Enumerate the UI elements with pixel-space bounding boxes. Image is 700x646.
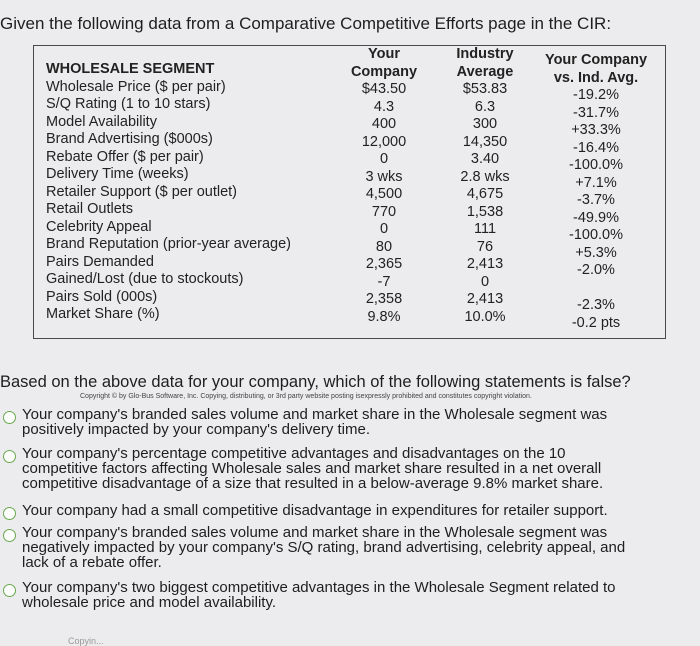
table-cell: 3.40 bbox=[470, 151, 500, 167]
radio-button[interactable] bbox=[3, 450, 16, 463]
table-cell bbox=[531, 280, 661, 298]
table-cell: 2,358 bbox=[365, 291, 403, 307]
answer-option-text bbox=[22, 580, 670, 610]
row-label: Brand Advertising ($000s) bbox=[46, 131, 213, 147]
wholesale-segment-header: WHOLESALE SEGMENT bbox=[46, 61, 215, 77]
radio-button[interactable] bbox=[3, 411, 16, 424]
table-cell: +5.3% bbox=[575, 244, 617, 261]
option-line: Your company's branded sales volume and market share in the Wholesale segment was bbox=[22, 406, 608, 423]
your-company-header: Your bbox=[368, 46, 400, 62]
table-cell: 76 bbox=[476, 238, 494, 255]
table-cell: 2.8 wks bbox=[460, 168, 510, 185]
table-cell: +33.3% bbox=[571, 122, 621, 138]
row-label: Gained/Lost (due to stockouts) bbox=[46, 271, 244, 287]
radio-button[interactable] bbox=[3, 507, 16, 520]
industry-average-header: Average bbox=[456, 63, 514, 80]
competitive-efforts-table bbox=[33, 45, 666, 339]
option-line: competitive factors affecting Wholesale sales and market share resulted in a net overall bbox=[22, 460, 602, 477]
row-label: Brand Reputation (prior-year average) bbox=[46, 236, 292, 252]
table-cell: 770 bbox=[371, 203, 397, 220]
question-intro: Given the following data from a Comparative Competitive Efforts page in the CIR: bbox=[0, 14, 612, 33]
table-cell: 80 bbox=[375, 238, 393, 255]
table-cell: $43.50 bbox=[361, 81, 407, 97]
table-cell: -100.0% bbox=[568, 227, 623, 243]
table-cell: 0 bbox=[379, 151, 389, 167]
row-label: Retailer Support ($ per outlet) bbox=[46, 183, 238, 200]
answer-option-text bbox=[22, 446, 670, 491]
option-line: Your company's percentage competitive advantages and disadvantages on the 10 bbox=[22, 445, 566, 462]
table-cell: 9.8% bbox=[367, 308, 401, 325]
row-label: Pairs Sold (000s) bbox=[46, 288, 158, 305]
table-cell: 3 wks bbox=[365, 168, 403, 185]
vs-industry-header: Your Company bbox=[544, 52, 648, 68]
table-cell: 4,500 bbox=[365, 186, 403, 202]
your-company-column bbox=[340, 46, 428, 326]
option-line: wholesale price and model availability. bbox=[22, 594, 277, 611]
industry-average-header: Industry bbox=[456, 46, 514, 62]
table-cell: 0 bbox=[480, 273, 490, 290]
table-cell: 6.3 bbox=[474, 98, 496, 115]
cut-off-footer-text: Copyin... bbox=[68, 636, 104, 646]
option-line: Your company's two biggest competitive advantages in the Wholesale Segment related to bbox=[22, 579, 616, 596]
question-prompt: Based on the above data for your company, which of the following statements is false? bbox=[0, 373, 631, 391]
table-cell: 2,413 bbox=[466, 256, 504, 272]
table-cell: +7.1% bbox=[575, 174, 617, 191]
row-label: Model Availability bbox=[46, 113, 157, 130]
table-cell: $53.83 bbox=[462, 81, 508, 97]
radio-button[interactable] bbox=[3, 529, 16, 542]
row-label: Rebate Offer ($ per pair) bbox=[46, 148, 204, 165]
table-cell: 10.0% bbox=[464, 308, 506, 325]
row-label: S/Q Rating (1 to 10 stars) bbox=[46, 96, 211, 112]
your-company-header: Company bbox=[350, 63, 418, 80]
row-label: Pairs Demanded bbox=[46, 253, 154, 270]
vs-industry-column bbox=[531, 52, 661, 332]
table-cell: 300 bbox=[472, 116, 498, 132]
table-cell: 0 bbox=[379, 221, 389, 237]
table-cell: 14,350 bbox=[462, 133, 508, 150]
option-line: competitive disadvantage of a size that resulted in a below-average 9.8% market share. bbox=[22, 475, 604, 492]
table-cell: 4.3 bbox=[373, 98, 395, 115]
answer-option-text bbox=[22, 503, 670, 518]
table-cell: -31.7% bbox=[573, 104, 619, 121]
table-cell: -7 bbox=[377, 273, 391, 290]
table-cell: 1,538 bbox=[466, 203, 504, 220]
industry-average-column bbox=[442, 46, 528, 326]
table-cell: 4,675 bbox=[466, 186, 504, 202]
answer-option-text bbox=[22, 525, 670, 570]
row-label: Delivery Time (weeks) bbox=[46, 166, 189, 182]
table-cell: -19.2% bbox=[573, 87, 619, 103]
table-cell: -2.3% bbox=[577, 297, 615, 313]
table-cell: -3.7% bbox=[577, 192, 615, 208]
option-line: negatively impacted by your company's S/Q rating, brand advertising, celebrity appeal, and bbox=[22, 539, 626, 556]
copyright-notice: Copyright © by Glo-Bus Software, Inc. Copying, distributing, or 3rd party website posting isexpressly prohibited and constitutes copyright violation. bbox=[80, 393, 532, 400]
option-line: positively impacted by your company's delivery time. bbox=[22, 421, 371, 438]
row-labels-column bbox=[46, 61, 291, 324]
option-line: Your company's branded sales volume and market share in the Wholesale segment was bbox=[22, 524, 608, 541]
row-label: Market Share (%) bbox=[46, 306, 160, 322]
row-label: Wholesale Price ($ per pair) bbox=[46, 78, 226, 95]
row-label: Celebrity Appeal bbox=[46, 218, 152, 235]
table-cell: -16.4% bbox=[573, 139, 619, 156]
table-cell: 2,365 bbox=[365, 256, 403, 272]
answer-option-text bbox=[22, 407, 670, 437]
table-cell: -49.9% bbox=[573, 209, 619, 226]
row-label: Retail Outlets bbox=[46, 201, 134, 217]
option-line: lack of a rebate offer. bbox=[22, 554, 162, 571]
table-cell: -100.0% bbox=[568, 157, 623, 173]
table-cell: -2.0% bbox=[577, 262, 615, 278]
radio-button[interactable] bbox=[3, 584, 16, 597]
table-cell: 111 bbox=[473, 221, 497, 237]
table-cell: -0.2 pts bbox=[571, 314, 621, 331]
table-cell: 2,413 bbox=[466, 291, 504, 307]
table-cell: 400 bbox=[371, 116, 397, 132]
vs-industry-header: vs. Ind. Avg. bbox=[553, 69, 639, 86]
option-line: Your company had a small competitive disadvantage in expenditures for retailer support. bbox=[22, 502, 608, 519]
table-cell: 12,000 bbox=[361, 133, 407, 150]
